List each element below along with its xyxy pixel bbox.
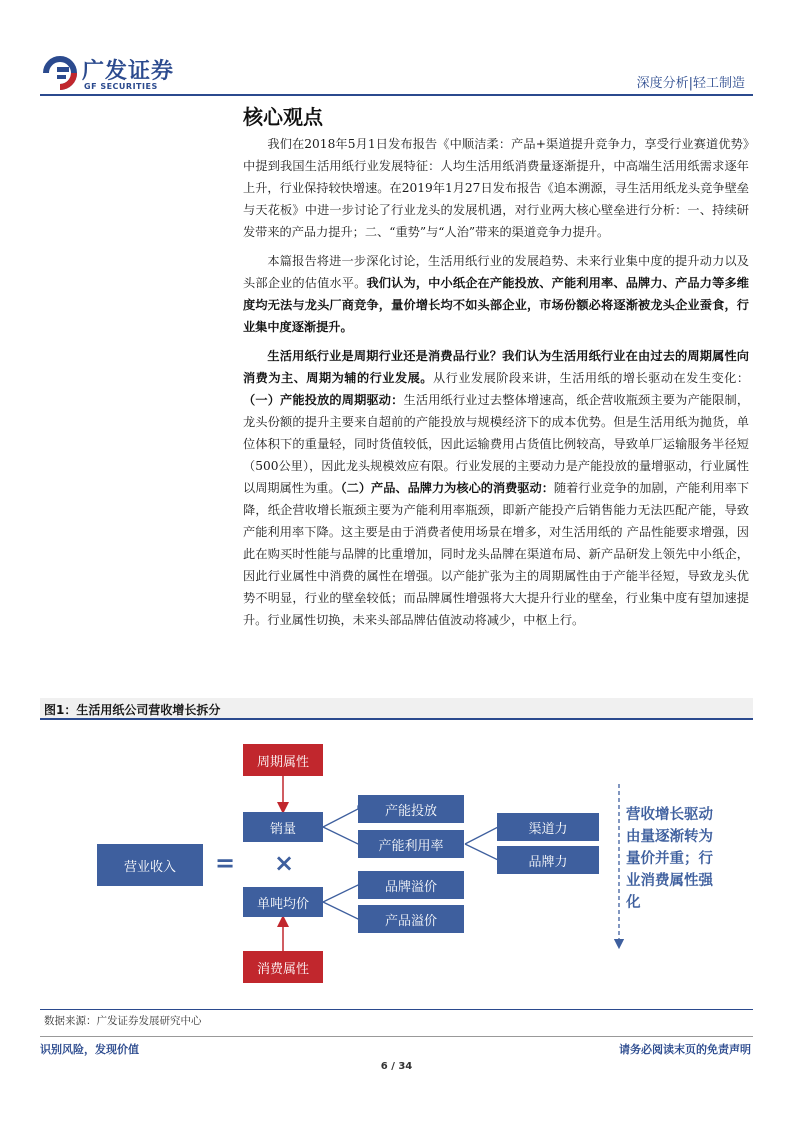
revenue-breakdown-diagram (40, 722, 753, 1007)
gf-logo-icon (40, 53, 80, 93)
paragraph-1-text: 我们在2018年5月1日发布报告《中顺洁柔：产品+渠道提升竞争力，享受行业赛道优势》中提到我国生活用纸行业发展特征：人均生活用纸消费量逐渐提升，中高端生活用纸需求逐年上升，行业保持较快增速。在2019年1月27日发布报告《追本溯源，寻生活用纸龙头竞争壁垒与天花板》中进一步讨论了行业龙头的发展机遇，对行业两大核心壁垒进行分析：一、持续研发带来的产品力提升；二、“重势”与“人治”带来的渠道竞争力提升。 (243, 137, 749, 239)
multiply-sign: × (274, 849, 295, 877)
body-text (243, 133, 749, 638)
paragraph-1 (243, 133, 749, 243)
equals-sign: = (215, 849, 236, 877)
price-box: 单吨均价 (243, 887, 323, 917)
brand-power-box: 品牌力 (497, 846, 599, 874)
utilization-box: 产能利用率 (358, 830, 464, 858)
header-divider (40, 94, 753, 96)
page-number: 6 / 34 (380, 1061, 413, 1072)
paragraph-3 (243, 345, 749, 631)
footer-slogan: 识别风险，发现价值 (40, 1043, 139, 1056)
product-premium-box: 产品溢价 (358, 905, 464, 933)
capacity-box: 产能投放 (358, 795, 464, 823)
paragraph-2 (243, 250, 749, 338)
volume-box: 销量 (243, 812, 323, 842)
logo-english-name: GF SECURITIES (84, 82, 158, 91)
logo-chinese-name: 广发证券 (82, 59, 175, 84)
paragraph-3-emphasis-2: （一）产能投放的周期驱动： (243, 393, 404, 407)
paragraph-3-text-3: 随着行业竞争的加剧，产能利用率下降，纸企营收增长瓶颈主要为产能利用率瓶颈，即新产能投产后销售能力无法匹配产能，导致产能利用率下降。这主要是由于消费者使用场景在增多，对生活用纸的 产品性能要求增强，因此在购买时性能与品牌的比重增加，同时龙头品牌在渠道布局、新产品研发上领先中小纸企，因此行业属性中消费的属性在增强。以产能扩张为主的周期属性由于产能半径短，导致龙头优势不明显，行业的壁垒较低；而品牌属性增强将大大提升行业的壁垒，行业集中度有望加速提升。行业属性切换，未来头部品牌估值波动将减少，中枢上行。 (243, 481, 750, 627)
data-source: 数据来源：广发证券发展研究中心 (44, 1015, 202, 1027)
company-logo (40, 53, 175, 97)
figure-title: 图1：生活用纸公司营收增长拆分 (44, 703, 221, 717)
footer-disclaimer: 请务必阅读末页的免责声明 (619, 1043, 751, 1056)
footer-divider (40, 1036, 753, 1037)
figure-title-bar (40, 698, 753, 720)
paragraph-2-emphasis: 我们认为，中小纸企在产能投放、产能利用率、品牌力、产品力等多维度均无法与龙头厂商竞争，量价增长均不如头部企业，市场份额必将逐渐被龙头企业蚕食，行业集中度逐渐提升。 (243, 276, 749, 334)
consumer-attribute-box: 消费属性 (243, 951, 323, 983)
brand-premium-box: 品牌溢价 (358, 871, 464, 899)
revenue-box: 营业收入 (97, 844, 203, 886)
cyclical-attribute-box: 周期属性 (243, 744, 323, 776)
report-category: 深度分析|轻工制造 (636, 76, 745, 91)
section-title: 核心观点 (243, 105, 323, 129)
paragraph-3-text-2: 生活用纸行业过去整体增速高，纸企营收瓶颈主要为产能限制，龙头份额的提升主要来自超前的产能投放与规模经济下的成本优势。但是生活用纸为抛货，单位体积下的重量轻，同时货值较低，因此运输费用占货值比例较高，导致单厂运输服务半径短（500公里），因此龙头规模效应有限。行业发展的主要动力是产能投放的量增驱动，行业属性以周期属性为重。 (243, 393, 750, 495)
paragraph-3-emphasis-1: 生活用纸行业是周期行业还是消费品行业？我们认为生活用纸行业在由过去的周期属性向消费为主、周期为辅的行业发展。 (243, 349, 749, 385)
source-divider (40, 1009, 753, 1010)
paragraph-3-text-1: 从行业发展阶段来讲，生活用纸的增长驱动在发生变化： (432, 371, 750, 385)
channel-power-box: 渠道力 (497, 813, 599, 841)
paragraph-2-text: 本篇报告将进一步深化讨论，生活用纸行业的发展趋势、未来行业集中度的提升动力以及头部企业的估值水平。 (243, 254, 749, 290)
paragraph-3-emphasis-3: （二）产品、品牌力为核心的消费驱动： (340, 481, 554, 495)
trend-note: 营收增长驱动由量逐渐转为量价并重；行业消费属性强化 (626, 807, 713, 911)
